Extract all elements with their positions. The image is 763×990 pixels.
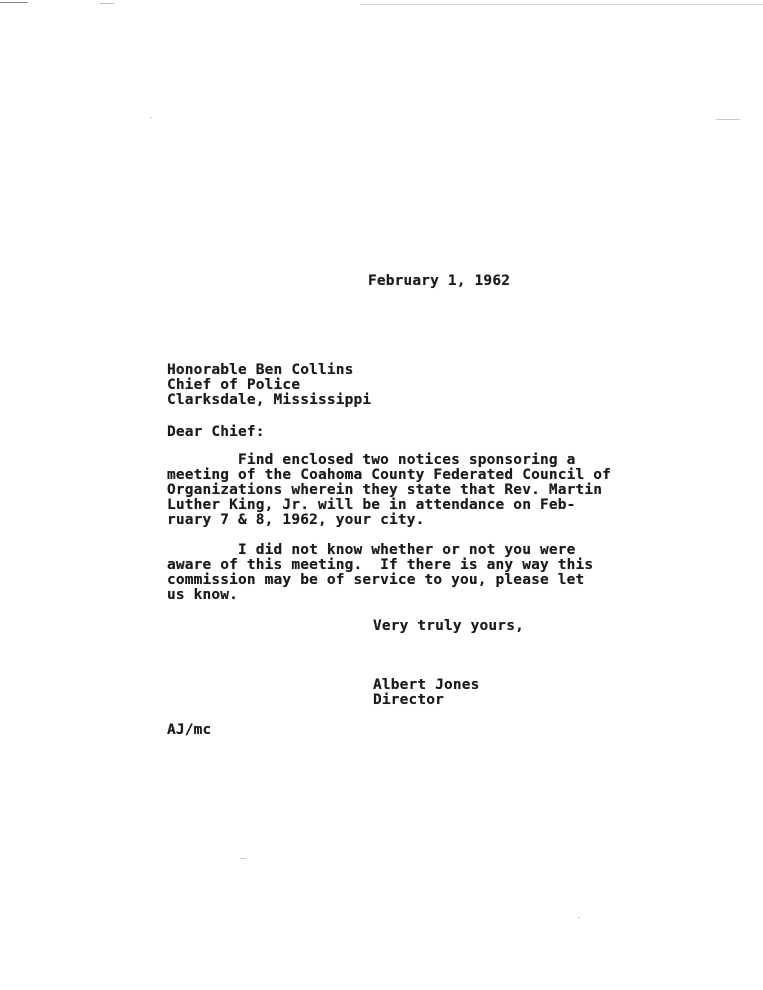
paragraph-line: Find enclosed two notices sponsoring a bbox=[167, 452, 576, 468]
letter-date: February 1, 1962 bbox=[368, 273, 511, 289]
scan-edge-mark bbox=[360, 4, 763, 5]
signer-title: Director bbox=[373, 692, 445, 708]
paragraph-line: commission may be of service to you, please let bbox=[167, 572, 585, 588]
complimentary-close: Very truly yours, bbox=[373, 618, 524, 634]
scan-speck bbox=[150, 117, 152, 118]
reference-initials: AJ/mc bbox=[167, 722, 212, 738]
paragraph-line: meeting of the Coahoma County Federated Council of bbox=[167, 467, 611, 483]
salutation: Dear Chief: bbox=[167, 424, 265, 440]
paragraph-line: us know. bbox=[167, 587, 239, 603]
address-line: Clarksdale, Mississippi bbox=[167, 392, 372, 408]
paragraph-line: aware of this meeting. If there is any way this bbox=[167, 557, 594, 573]
paragraph-line: Luther King, Jr. will be in attendance on Feb- bbox=[167, 497, 576, 513]
scan-speck bbox=[716, 119, 740, 120]
signer-name: Albert Jones bbox=[373, 677, 480, 693]
scan-speck bbox=[240, 858, 246, 859]
address-line: Honorable Ben Collins bbox=[167, 362, 354, 378]
paragraph-line: Organizations wherein they state that Rev. Martin bbox=[167, 482, 603, 498]
scan-edge-mark bbox=[100, 3, 114, 4]
paragraph-line: I did not know whether or not you were bbox=[167, 542, 576, 558]
address-line: Chief of Police bbox=[167, 377, 301, 393]
paragraph-line: ruary 7 & 8, 1962, your city. bbox=[167, 512, 425, 528]
scan-edge-mark bbox=[0, 2, 28, 3]
scan-speck bbox=[578, 917, 580, 918]
